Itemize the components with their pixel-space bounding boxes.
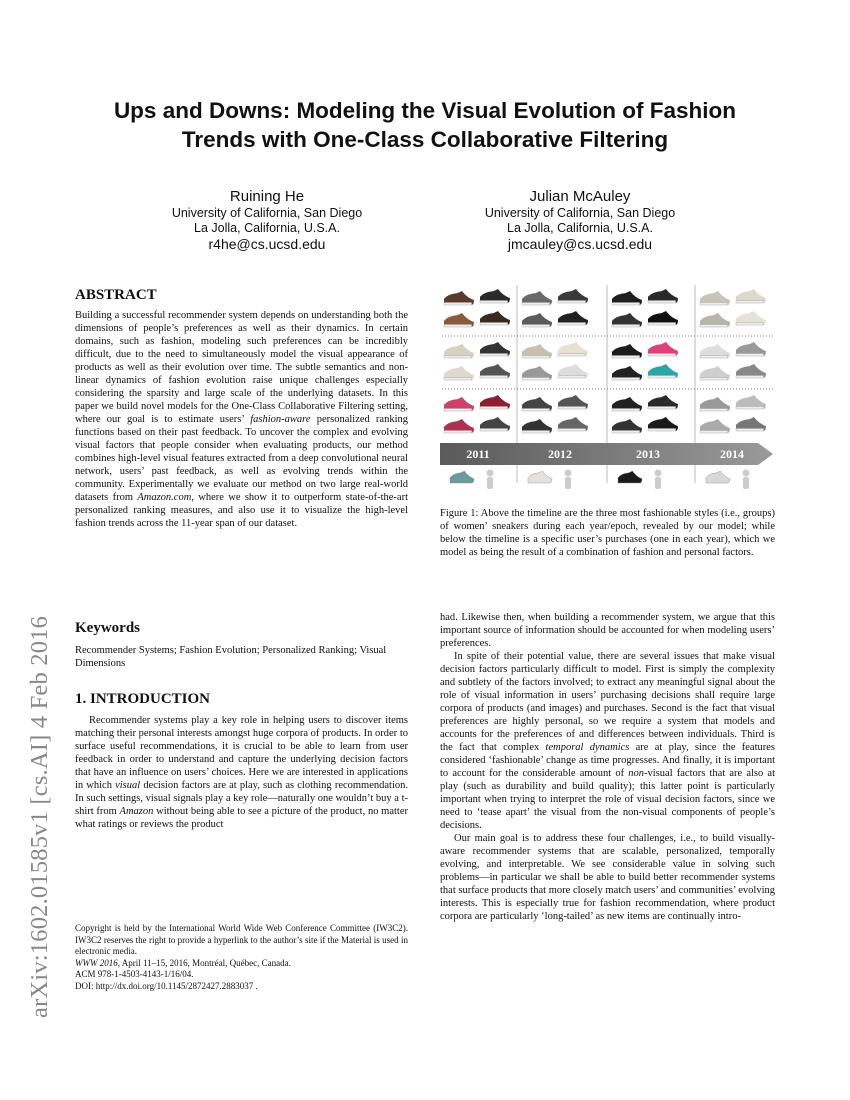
sneaker-sole [736,376,764,379]
doi-line: DOI: http://dx.doi.org/10.1145/2872427.2883037 . [75,980,258,991]
sneaker-sole [480,376,508,379]
sneaker-sole [480,301,508,304]
abstract-heading: ABSTRACT [75,287,157,303]
paragraph-continued: had. Likewise then, when building a recommender system, we argue that this important source of information should be accounted for when modeling users’ preferences. [440,612,775,649]
sneaker-sole [648,407,676,410]
author-affiliation: University of California, San Diego [484,206,676,220]
intro-body [75,714,408,831]
sneaker-sole [648,376,676,379]
title-line-1: Ups and Downs: Modeling the Visual Evolution of Fashion [113,98,737,123]
sneaker-sole [700,325,728,328]
sneaker-sole [612,325,640,328]
sneaker-sole [648,301,676,304]
copyright-notice: Copyright is held by the International World Wide Web Conference Committee (IW3C2). IW3C2 reserves the right to provide a hyperlink to the author’s site if the Material is used in electronic media. [75,923,408,957]
user-figure-icon [743,470,750,477]
arxiv-stamp [26,318,53,1018]
sneaker-sole [700,378,728,381]
sneaker-sole [612,356,640,359]
sneaker-sole [444,378,472,381]
sneaker-sole [444,431,472,434]
author-address: La Jolla, California, U.S.A. [507,221,653,235]
author-block-1 [122,187,412,253]
challenges-text-3: -visual factors that are also at play (such as durability and build quality); this latter point is particularly important when trying to interpret the role of visual decision factors, since we need to ‘tease apart’ the visual from the non-visual components of people’s decisions. [440,768,776,831]
user-purchase-sneaker [706,471,730,483]
paragraph-main-goal: Our main goal is to address these four challenges, i.e., to build visually-aware recommender systems that are scalable, personalized, temporally evolving, and interpretable. We see considerable value in solving such problems—in particular we shall be able to build better recommender systems that surface products that more closely match users’ and communities’ evolving interests. This is especially true for fashion recommendation, where product corpora are particularly ‘long-tailed’ as new items are continually intro- [440,833,775,922]
sneaker-sole [522,378,550,381]
sneaker-sole [700,303,728,306]
sneaker-sole [736,354,764,357]
sneaker-sole [558,354,586,357]
sneaker-sole [480,323,508,326]
sneaker-sole [522,356,550,359]
intro-text-2: decision factors are at play, such as clothing recommendation. In such settings, visual signals play a key role—naturally one wouldn’t buy a t-shirt from [75,780,409,817]
intro-heading: 1. INTRODUCTION [75,691,211,707]
abstract-emphasis-2: Amazon.com [137,492,192,503]
sneaker-sole [522,431,550,434]
year-label-2011: 2011 [466,447,490,461]
intro-emphasis-1: visual [115,780,141,791]
user-purchase-sneaker [450,471,474,483]
user-figure-body [487,477,493,489]
sneaker-sole [444,356,472,359]
sneaker-sole [736,323,764,326]
user-purchase-sneaker [528,471,552,483]
author-name: Ruining He [229,188,305,205]
abstract-text-2: personalized ranking functions based on their past feedback. To uncover the complex and evolving visual factors that people consider when evaluating products, our method combines high-level visual features extracted from a deep convolutional neural network, users’ past feedback, as well as evolving trends within the community. Experimentally we evaluate our method on two large real-world datasets from [75,414,408,503]
sneaker-sole [648,323,676,326]
sneaker-sole [612,303,640,306]
user-figure-icon [565,470,572,477]
challenges-text-2: are at play, since the features considered ‘fashionable’ change as time progresses. And finally, it is important to account for the considerable amount of [440,742,776,779]
user-figure-icon [655,470,662,477]
sneaker-sole [612,409,640,412]
intro-emphasis-2: Amazon [119,806,154,817]
conference-details: April 11–15, 2016, Montréal, Québec, Canada. [120,957,291,968]
challenges-text-1: In spite of their potential value, there are several issues that make visual decision factors particularly difficult to model. First is simply the complexity and subtlety of the factors involved; to extract any meaningful signal about the role of visual information in users’ purchasing decisions shall require large corpora of products (and images) and purchases. Second is the fact that visual preferences are highly personal, so we require a system that models and accounts for the preferences of and differences between individuals. Third is the fact that complex [440,651,775,753]
sneaker-sole [700,431,728,434]
sneaker-sole [736,301,764,304]
title-line-2: Trends with One-Class Collaborative Filtering [181,127,669,152]
abstract-text-1: Building a successful recommender system depends on understanding both the dimensions of people’s preferences as well as their dynamics. In certain domains, such as fashion, modeling such preferences can be incredibly difficult, due to the need to simultaneously model the visual appearance of products as well as their evolution over time. The subtle semantics and non-linear dynamics of fashion evolution raise unique challenges especially considering the sparsity and large scale of the underlying datasets. In this paper we build novel models for the One-Class Collaborative Filtering setting, where our goal is to estimate users’ [75,310,408,425]
paper-title [60,96,790,154]
figure-caption: Figure 1: Above the timeline are the three most fashionable styles (i.e., groups) of women’ sneakers during each year/epoch, revealed by our model; while below the timeline is a specific user’s purchases (one in each year), which we model as being the result of a combination of fashion and personal factors. [440,508,775,558]
sneaker-sole [558,376,586,379]
user-figure-body [655,477,661,489]
sneaker-sole [558,407,586,410]
sneaker-sole [480,354,508,357]
sneaker-sole [700,356,728,359]
author-block-2 [435,187,725,253]
conference-name: WWW 2016, [75,957,120,968]
sneaker-sole [444,409,472,412]
sneaker-sole [522,325,550,328]
sneaker-sole [444,303,472,306]
sneaker-sole [736,407,764,410]
keywords-text: Recommender Systems; Fashion Evolution; Personalized Ranking; Visual Dimensions [75,645,387,669]
sneaker-sole [648,429,676,432]
challenges-emphasis-1: temporal dynamics [545,742,630,753]
copyright-footer [75,923,408,993]
year-label-2014: 2014 [720,447,744,461]
sneaker-sole [700,409,728,412]
sneaker-sole [480,407,508,410]
keywords-heading: Keywords [75,620,140,636]
year-label-2013: 2013 [636,447,660,461]
user-figure-body [743,477,749,489]
sneaker-sole [612,431,640,434]
author-name: Julian McAuley [529,188,631,205]
author-email: jmcauley@cs.ucsd.edu [507,236,653,252]
user-purchase-sneaker [618,471,642,483]
sneaker-sole [522,409,550,412]
abstract-body [75,309,408,530]
sneaker-sole [558,301,586,304]
acm-isbn: ACM 978-1-4503-4143-1/16/04. [75,969,194,980]
figure-1 [440,283,775,493]
author-address: La Jolla, California, U.S.A. [194,221,340,235]
year-label-2012: 2012 [548,447,572,461]
conference-line [75,958,408,970]
right-column-body [440,611,775,923]
user-figure-icon [487,470,494,477]
sneaker-sole [558,429,586,432]
sneaker-sole [444,325,472,328]
abstract-text-3: , where we show it to outperform state-of-the-art personalized ranking measures, and also use it to visualize the high-level fashion trends across the 11-year span of our dataset. [75,492,408,529]
intro-text-3: without being able to see a picture of the product, no matter what ratings or reviews the product [75,806,409,830]
sneaker-sole [558,323,586,326]
sneaker-sole [522,303,550,306]
intro-text-1: Recommender systems play a key role in helping users to discover items matching their personal interests amongst huge corpora of products. In order to surface useful recommendations, it is crucial to be able to learn from user feedback in order to understand and capture the underlying decision factors that have an influence on users’ choices. Here we are interested in applications in which [75,715,408,791]
author-email: r4he@cs.ucsd.edu [208,236,326,252]
sneaker-sole [736,429,764,432]
challenges-emphasis-2: non [628,768,645,779]
abstract-emphasis-1: fashion-aware [250,414,311,425]
sneaker-sole [612,378,640,381]
fashion-timeline-figure [440,283,775,493]
author-affiliation: University of California, San Diego [171,206,363,220]
sneaker-sole [480,429,508,432]
user-figure-body [565,477,571,489]
sneaker-sole [648,354,676,357]
arxiv-stamp-text: arXiv:1602.01585v1 [cs.AI] 4 Feb 2016 [26,615,53,1018]
paragraph-challenges [440,650,775,832]
